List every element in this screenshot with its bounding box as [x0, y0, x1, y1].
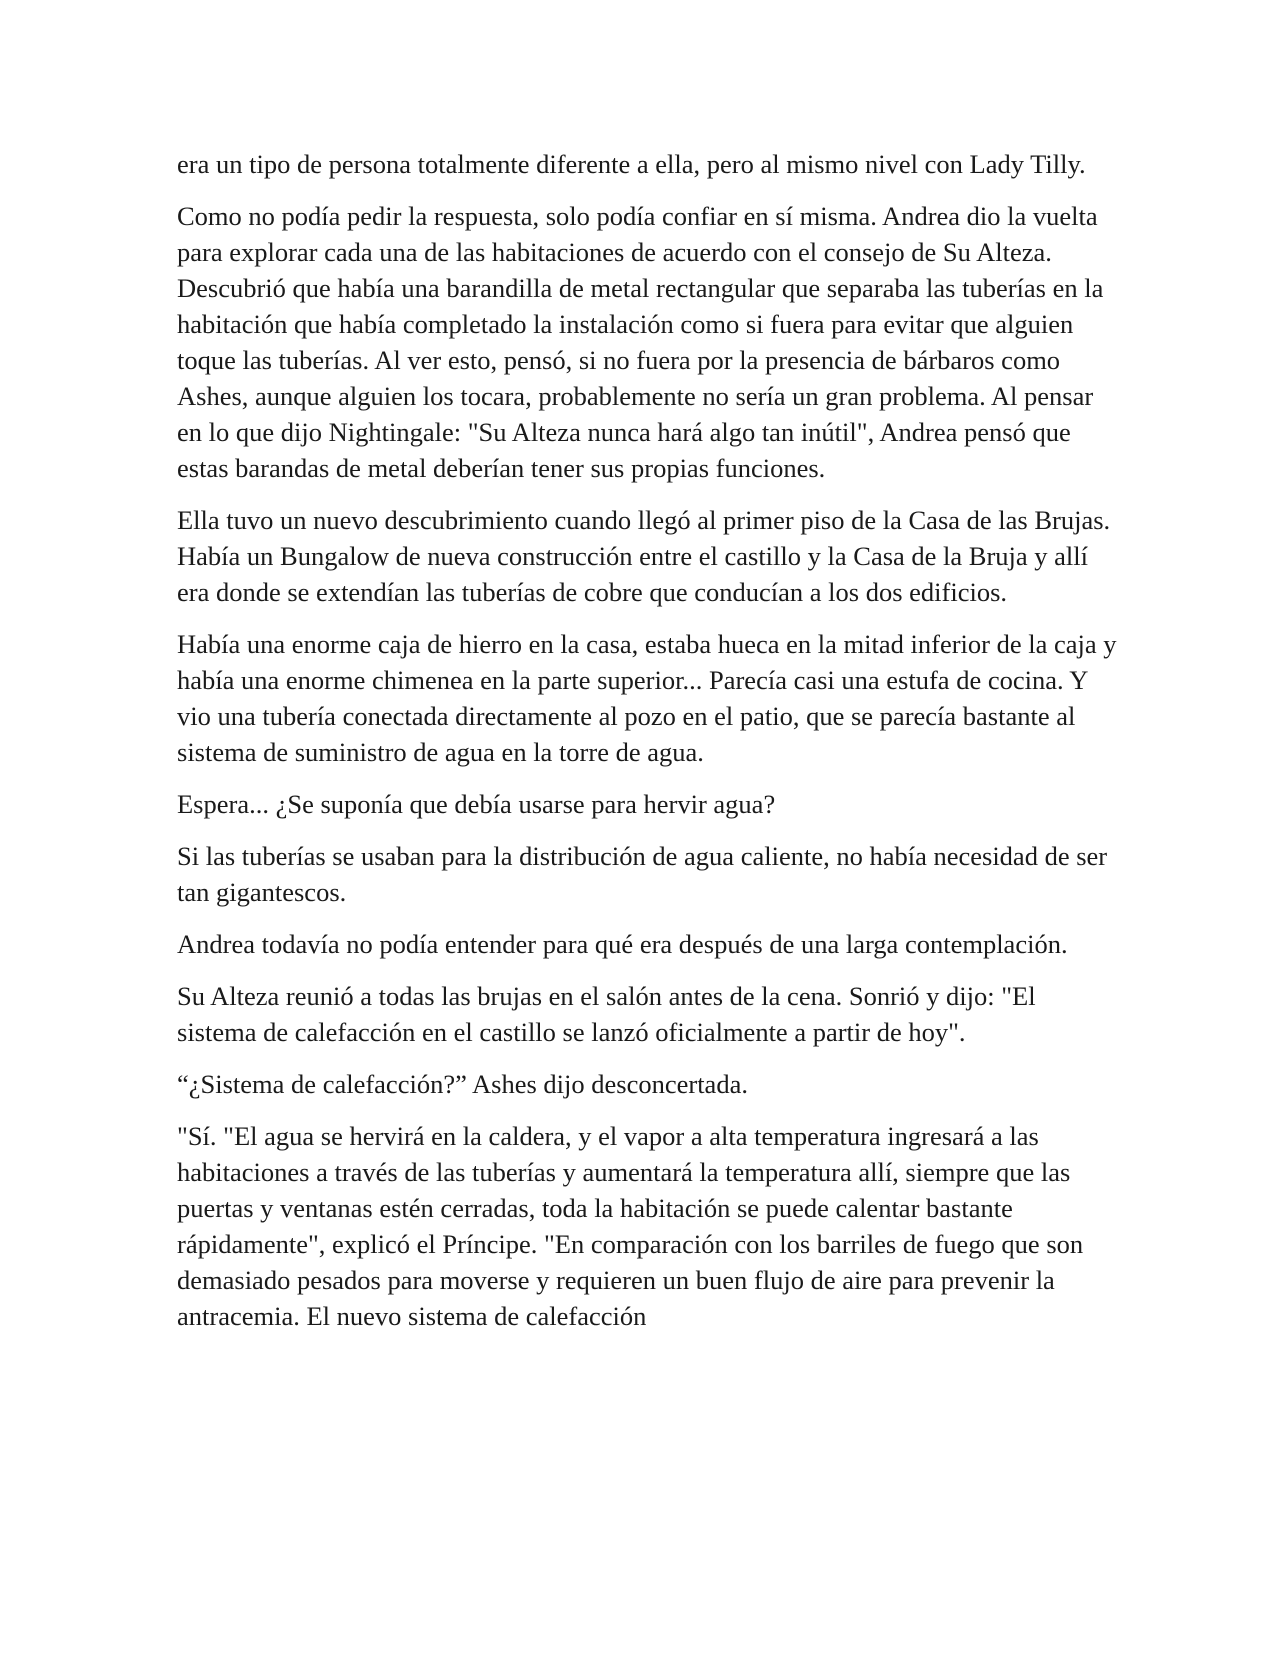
paragraph: "Sí. "El agua se hervirá en la caldera, y el vapor a alta temperatura ingresará a las habitaciones a través de las tuberías y aumentará la temperatura allí, siempre que las puertas y ventanas estén cerradas, toda la habitación se puede calentar bastante rápidamente", explicó el Príncipe. "En comparación con los barriles de fuego que son demasiado pesados para moverse y requieren un buen flujo de aire para prevenir la antracemia. El nuevo sistema de calefacción	[177, 1121, 1084, 1331]
paragraph: Había una enorme caja de hierro en la casa, estaba hueca en la mitad inferior de la caja y había una enorme chimenea en la parte superior... Parecía casi una estufa de cocina. Y vio una tubería conectada directamente al pozo en el patio, que se parecía bastante al sistema de suministro de agua en la torre de agua.	[177, 629, 1117, 767]
paragraph: Su Alteza reunió a todas las brujas en el salón antes de la cena. Sonrió y dijo: "El sistema de calefacción en el castillo se lanzó oficialmente a partir de hoy".	[177, 981, 1036, 1047]
paragraph: Espera... ¿Se suponía que debía usarse para hervir agua?	[177, 789, 776, 819]
paragraph: Andrea todavía no podía entender para qué era después de una larga contemplación.	[177, 929, 1068, 959]
paragraph: Si las tuberías se usaban para la distribución de agua caliente, no había necesidad de ser tan gigantescos.	[177, 841, 1108, 907]
paragraph: Como no podía pedir la respuesta, solo podía confiar en sí misma. Andrea dio la vuelta para explorar cada una de las habitaciones de acuerdo con el consejo de Su Alteza. Descubrió que había una barandilla de metal rectangular que separaba las tuberías en la habitación que había completado la instalación como si fuera para evitar que alguien toque las tuberías. Al ver esto, pensó, si no fuera por la presencia de bárbaros como Ashes, aunque alguien los tocara, probablemente no sería un gran problema. Al pensar en lo que dijo Nightingale: "Su Alteza nunca hará algo tan inútil", Andrea pensó que estas barandas de metal deberían tener sus propias funciones.	[177, 201, 1104, 483]
document-page	[177, 146, 1117, 1350]
paragraph: “¿Sistema de calefacción?” Ashes dijo desconcertada.	[177, 1069, 748, 1099]
paragraph: Ella tuvo un nuevo descubrimiento cuando llegó al primer piso de la Casa de las Brujas. Había un Bungalow de nueva construcción entre el castillo y la Casa de la Bruja y allí era donde se extendían las tuberías de cobre que conducían a los dos edificios.	[177, 505, 1111, 607]
paragraph: era un tipo de persona totalmente diferente a ella, pero al mismo nivel con Lady Tilly.	[177, 149, 1086, 179]
